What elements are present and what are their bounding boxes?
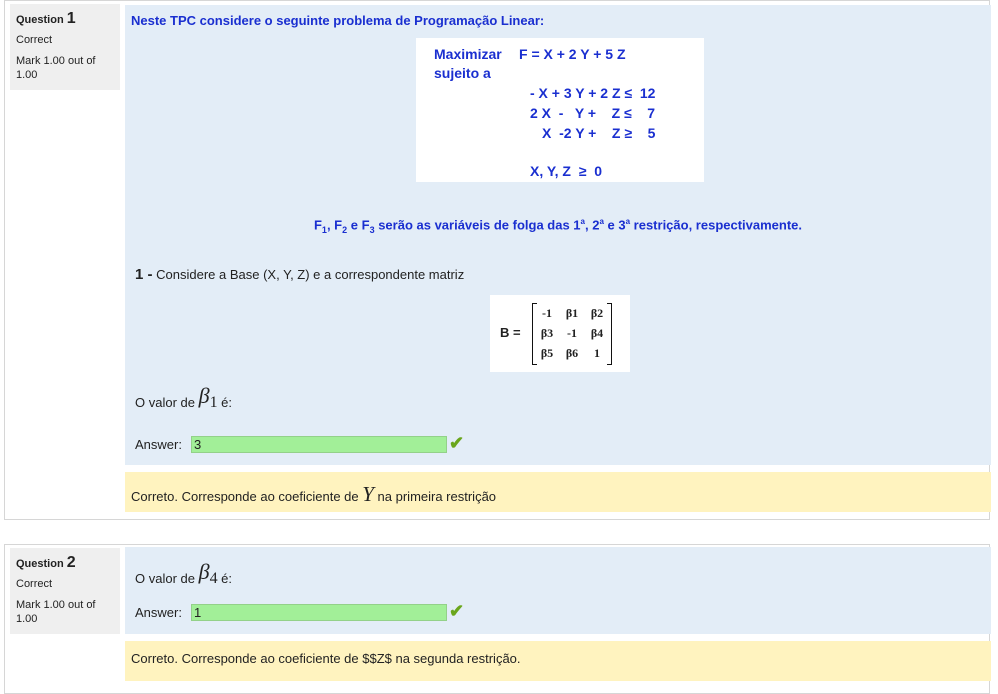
subject-to-label: sujeito a (434, 65, 491, 81)
matrix-cell: β1 (565, 306, 579, 320)
part-1-intro: 1 - Considere a Base (X, Y, Z) e a correspondente matriz (135, 266, 465, 283)
matrix-cell: 1 (594, 346, 600, 360)
question-feedback (125, 641, 991, 681)
feedback-text: Correto. Corresponde ao coeficiente de $$Z$ na segunda restrição. (131, 651, 521, 666)
nonnegativity-constraint: X, Y, Z ≥ 0 (530, 163, 603, 179)
question-state: Correct (16, 578, 53, 590)
matrix-label: B = (500, 325, 521, 340)
objective-label: Maximizar (434, 46, 502, 62)
answer-label: Answer: (135, 437, 182, 452)
constraint-3: X -2 Y + Z ≥ 5 (542, 125, 656, 141)
question-number: Question 2 (16, 554, 76, 571)
question-number: Question 1 (16, 10, 76, 27)
correct-check-icon: ✔ (449, 433, 465, 453)
answer-input[interactable]: 1 (191, 604, 447, 621)
matrix-cell: β4 (590, 326, 604, 340)
answer-input[interactable]: 3 (191, 436, 447, 453)
question-title: Neste TPC considere o seguinte problema de Programação Linear: (131, 13, 545, 28)
question-grade: Mark 1.00 out of 1.00 (16, 599, 96, 625)
matrix-cell: β3 (540, 326, 554, 340)
matrix-cell: β2 (590, 306, 604, 320)
matrix-grid (532, 303, 612, 365)
matrix-cell: β6 (565, 346, 579, 360)
question-1 (4, 0, 990, 520)
answer-row (135, 433, 475, 456)
feedback-text: Correto. Corresponde ao coeficiente de Y na primeira restrição (131, 482, 497, 506)
question-prompt: O valor de β1 é: (135, 383, 233, 411)
lp-problem-box (416, 38, 704, 182)
basis-matrix (490, 295, 630, 372)
constraint-2: 2 X - Y + Z ≤ 7 (530, 105, 656, 121)
correct-check-icon: ✔ (449, 601, 465, 621)
answer-label: Answer: (135, 605, 182, 620)
answer-row (135, 601, 475, 624)
question-formulation (125, 547, 991, 634)
matrix-cell: -1 (542, 306, 552, 320)
matrix-cell: β5 (540, 346, 554, 360)
matrix-cell: -1 (567, 326, 577, 340)
slack-variables-note: $F_1$, $F_2$ e $F_3$ serão as variáveis de folga das 1$^a$, 2$^a$ e 3$^a$ restrição, respectivamente. (313, 217, 803, 235)
question-grade: Mark 1.00 out of 1.00 (16, 55, 96, 81)
question-2 (4, 544, 990, 694)
question-prompt: O valor de β4 é: (135, 559, 233, 587)
question-info (10, 4, 120, 90)
constraint-1: - X + 3 Y + 2 Z ≤ 12 (530, 85, 656, 101)
objective-function: F = X + 2 Y + 5 Z (519, 46, 626, 62)
question-info (10, 548, 120, 634)
question-formulation (125, 5, 991, 465)
question-feedback (125, 472, 991, 512)
question-state: Correct (16, 34, 53, 46)
